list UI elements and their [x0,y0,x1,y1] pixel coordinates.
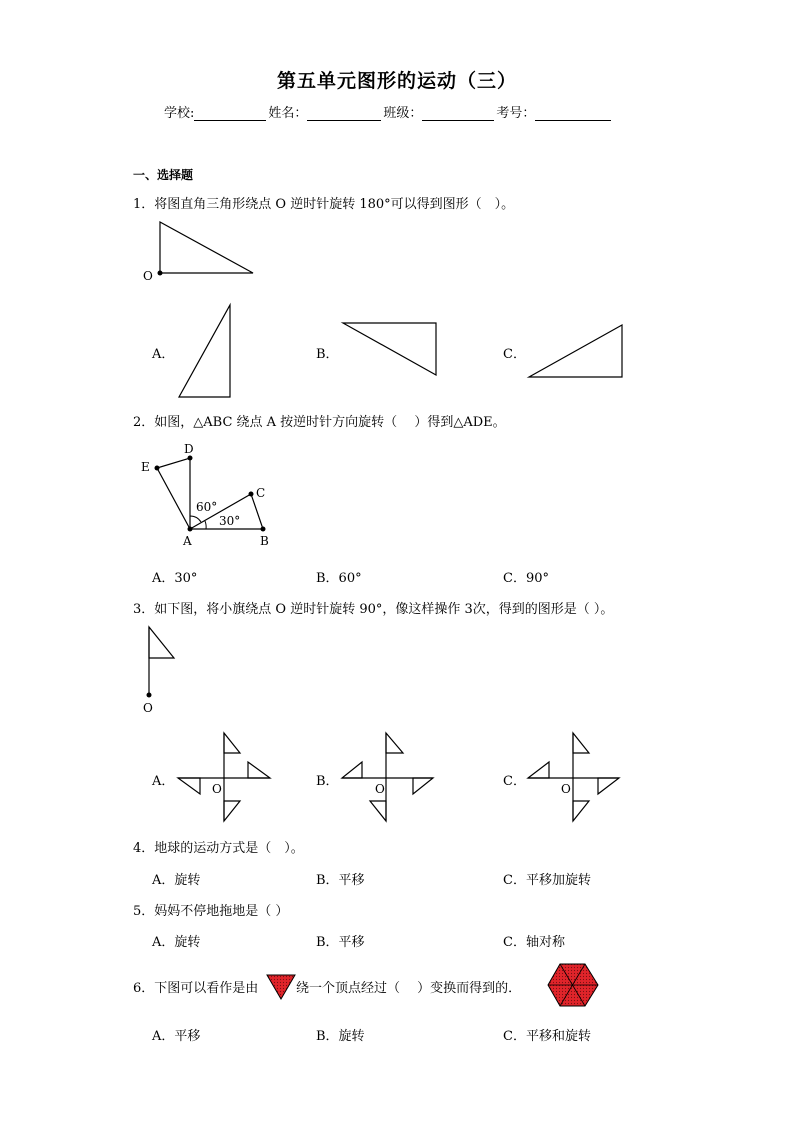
q1-option-c[interactable]: C． [503,347,526,362]
q3-o-label: O [143,701,153,715]
q3-option-a[interactable]: A． [152,774,175,789]
school-label: 学校: [164,106,195,121]
question-3-text: 3．如下图，将小旗绕点 O 逆时针旋转 90°，像这样操作 3次，得到的图形是（ ）。 [133,602,614,617]
question-4-text: 4．地球的运动方式是（ ）。 [133,841,304,856]
q6-option-a[interactable]: A．平移 [152,1029,201,1044]
page-title: 第五单元图形的运动（三） [276,70,517,92]
q2-option-c[interactable]: C．90° [503,571,549,586]
q5-option-b[interactable]: B．平移 [316,935,365,950]
question-6-text-after: 绕一个顶点经过（ ）变换而得到的． [296,981,522,996]
section-heading: 一、选择题 [133,168,194,182]
q2-label-a: A [183,534,192,548]
q3-b-o-label: O [375,782,385,796]
class-label: 班级： [383,106,423,121]
q2-label-b: B [260,534,269,548]
q1-o-label: O [143,269,153,283]
q2-angle-30: 30° [219,514,241,528]
exam-no-label: 考号： [496,106,536,121]
question-6-text-before: 6．下图可以看作是由 [133,981,259,996]
q3-option-c[interactable]: C． [503,774,526,789]
q3-c-o-label: O [561,782,571,796]
q2-option-a[interactable]: A．30° [152,571,198,586]
name-label: 姓名： [268,106,308,121]
q3-a-o-label: O [212,782,222,796]
q6-option-b[interactable]: B．旋转 [316,1029,365,1044]
q2-label-c: C [256,486,266,500]
q2-label-d: D [184,442,194,456]
q3-option-b[interactable]: B． [316,774,339,789]
q4-option-b[interactable]: B．平移 [316,873,365,888]
q4-option-a[interactable]: A．旋转 [152,873,201,888]
q1-option-a[interactable]: A． [152,347,175,362]
q2-option-b[interactable]: B．60° [316,571,362,586]
question-2-text: 2．如图，△ABC 绕点 A 按逆时针方向旋转（ ）得到△ADE。 [133,415,506,430]
q6-option-c[interactable]: C．平移和旋转 [503,1029,591,1044]
q2-label-e: E [141,460,150,474]
q4-option-c[interactable]: C．平移加旋转 [503,873,591,888]
q1-option-b[interactable]: B． [316,347,339,362]
q5-option-c[interactable]: C．轴对称 [503,935,565,950]
question-1-text: 1．将图直角三角形绕点 O 逆时针旋转 180°可以得到图形（ ）。 [133,197,515,212]
q2-angle-60: 60° [196,500,218,514]
q5-option-a[interactable]: A．旋转 [152,935,201,950]
red-triangle-icon [267,975,295,999]
red-hexagon-icon [548,964,598,1006]
question-5-text: 5．妈妈不停地拖地是（ ） [133,904,289,919]
